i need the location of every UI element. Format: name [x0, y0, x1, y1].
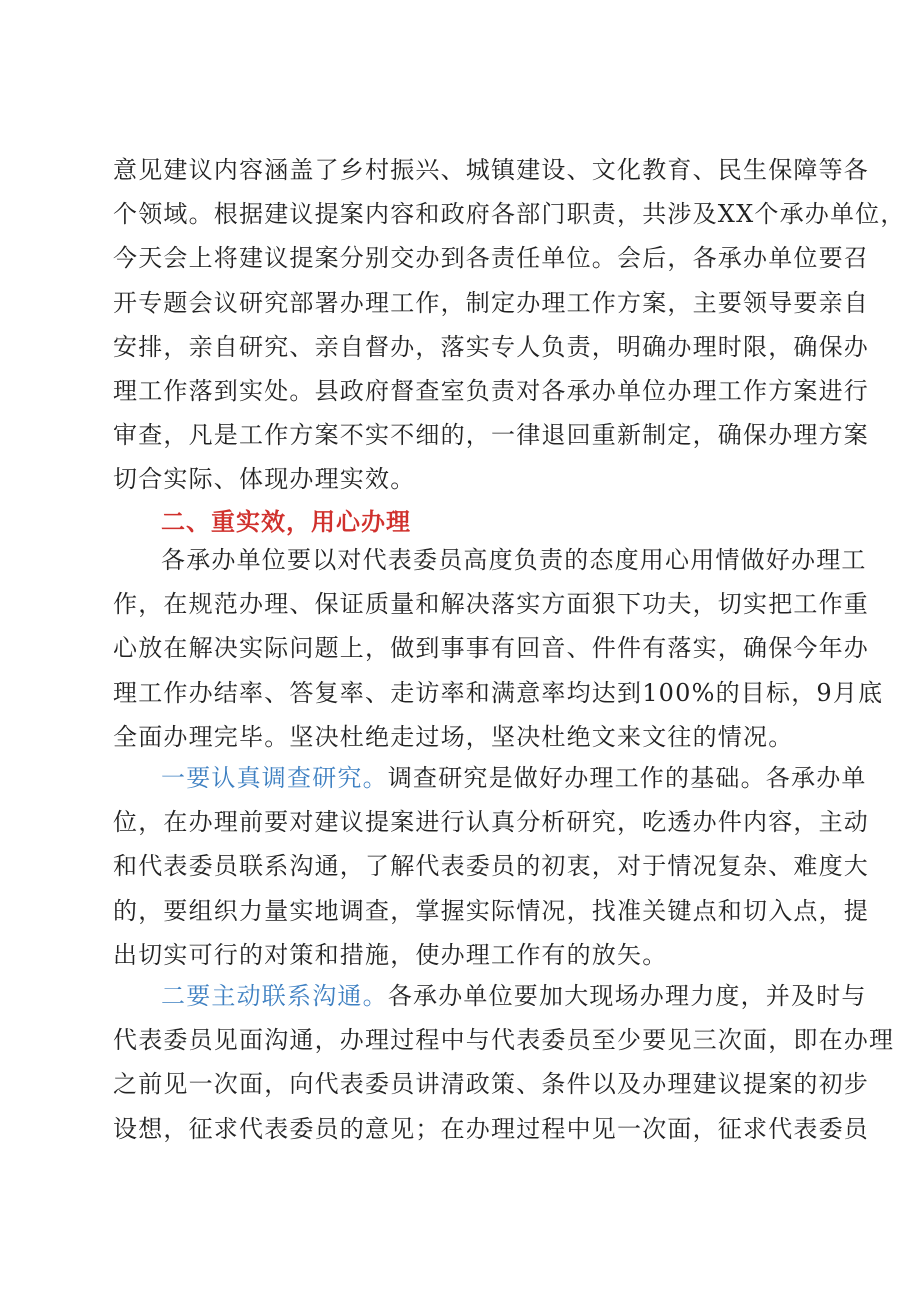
- paragraph-3: [113, 756, 869, 977]
- paragraph-line: 理工作落到实处。县政府督查室负责对各承办单位办理工作方案进行: [113, 376, 869, 405]
- paragraph-line: 审查，凡是工作方案不实不细的，一律退回重新制定，确保办理方案: [113, 421, 869, 450]
- paragraph-line: 之前见一次面，向代表委员讲清政策、条件以及办理建议提案的初步: [113, 1070, 869, 1099]
- paragraph-line: 安排，亲自研究、亲自督办，落实专人负责，明确办理时限，确保办: [113, 332, 869, 361]
- paragraph-line: 位，在办理前要对建议提案进行认真分析研究，吃透办件内容，主动: [113, 808, 869, 837]
- lead-rest: 各承办单位要加大现场办理力度，并及时与: [387, 982, 867, 1010]
- paragraph-line: 作，在规范办理、保证质量和解决落实方面狠下功夫，切实把工作重: [113, 590, 869, 619]
- paragraph-line: 各承办单位要以对代表委员高度负责的态度用心用情做好办理工: [161, 546, 867, 574]
- paragraph-line: 和代表委员联系沟通，了解代表委员的初衷，对于情况复杂、难度大: [113, 852, 869, 881]
- lead-phrase: 二要主动联系沟通。: [161, 982, 388, 1010]
- paragraph-line: 开专题会议研究部署办理工作，制定办理工作方案，主要领导要亲自: [113, 288, 869, 317]
- paragraph-line: 意见建议内容涵盖了乡村振兴、城镇建设、文化教育、民生保障等各: [113, 156, 869, 184]
- paragraph-line: 个领域。根据建议提案内容和政府各部门职责，共涉及XX个承办单位，: [113, 200, 906, 229]
- paragraph-line: 出切实可行的对策和措施，使办理工作有的放矢。: [113, 940, 668, 969]
- section-heading: 二、重实效，用心办理: [161, 508, 411, 536]
- paragraph-line: 今天会上将建议提案分别交办到各责任单位。会后，各承办单位要召: [113, 244, 869, 273]
- paragraph-line: 心放在解决实际问题上，做到事事有回音、件件有落实，确保今年办: [113, 634, 869, 663]
- paragraph-line: 全面办理完毕。坚决杜绝走过场，坚决杜绝文来文往的情况。: [113, 722, 794, 751]
- paragraph-2: [113, 538, 884, 759]
- paragraph-4: [113, 974, 895, 1151]
- lead-rest: 调查研究是做好办理工作的基础。各承办单: [387, 764, 867, 792]
- lead-phrase: 一要认真调查研究。: [161, 764, 388, 792]
- paragraph-line: 切合实际、体现办理实效。: [113, 465, 416, 494]
- paragraph-line: 设想，征求代表委员的意见；在办理过程中见一次面，征求代表委员: [113, 1114, 869, 1143]
- paragraph-line: 理工作办结率、答复率、走访率和满意率均达到100%的目标，9月底: [113, 678, 884, 707]
- paragraph-1: [113, 148, 906, 502]
- paragraph-line: 的，要组织力量实地调查，掌握实际情况，找准关键点和切入点，提: [113, 896, 869, 925]
- paragraph-first-line: [113, 974, 867, 1018]
- paragraph-first-line: [113, 756, 867, 800]
- paragraph-line: 代表委员见面沟通，办理过程中与代表委员至少要见三次面，即在办理: [113, 1026, 895, 1055]
